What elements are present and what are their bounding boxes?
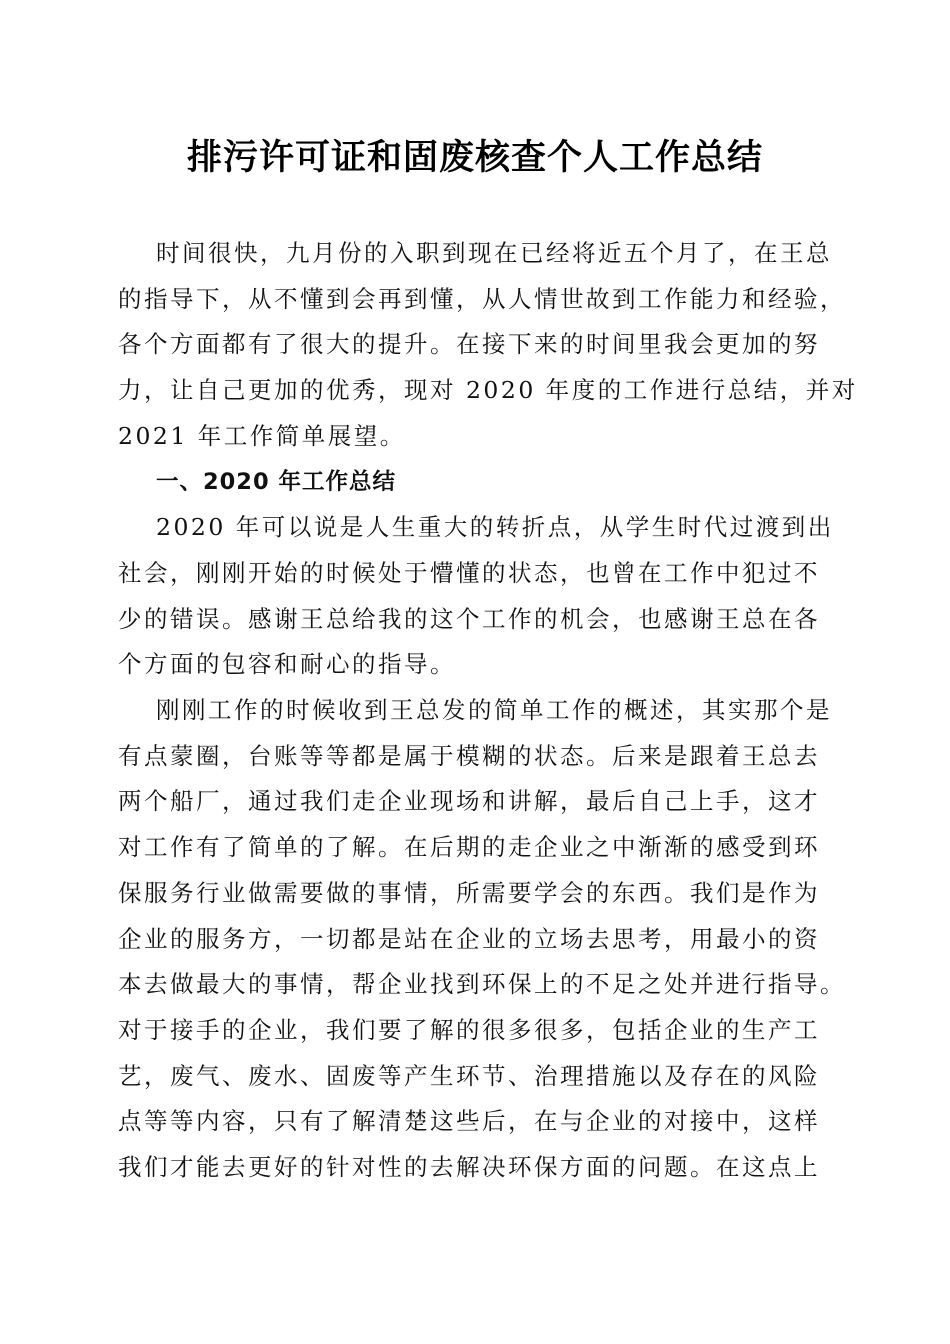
text-line: 对工作有了简单的了解。在后期的走企业之中渐渐的感受到环 [118, 833, 820, 862]
text-line: 2021 年工作简单展望。 [118, 421, 406, 450]
text-line: 两个船厂，通过我们走企业现场和讲解，最后自己上手，这才 [118, 787, 820, 816]
text-line: 各个方面都有了很大的提升。在接下来的时间里我会更加的努 [118, 330, 820, 359]
text-line: 刚刚工作的时候收到王总发的简单工作的概述，其实那个是 [156, 696, 832, 725]
document-body [118, 231, 858, 1191]
text-line: 点等等内容，只有了解清楚这些后，在与企业的对接中，这样 [118, 1107, 820, 1136]
text-line: 2020 年可以说是人生重大的转折点，从学生时代过渡到出 [156, 513, 834, 542]
section-heading: 一、2020 年工作总结 [156, 468, 396, 495]
text-line: 的指导下，从不懂到会再到懂，从人情世故到工作能力和经验， [118, 284, 846, 313]
paragraph-2020 [118, 505, 834, 688]
text-line: 力，让自己更加的优秀，现对 2020 年度的工作进行总结，并对 [118, 376, 858, 405]
paragraph-intro [118, 231, 858, 460]
text-line: 少的错误。感谢王总给我的这个工作的机会，也感谢王总在各 [118, 604, 820, 633]
text-line: 有点蒙圈，台账等等都是属于模糊的状态。后来是跟着王总去 [118, 741, 820, 770]
text-line: 时间很快，九月份的入职到现在已经将近五个月了，在王总 [156, 239, 832, 267]
text-line: 社会，刚刚开始的时候处于懵懂的状态，也曾在工作中犯过不 [118, 558, 820, 587]
text-line: 我们才能去更好的针对性的去解决环保方面的问题。在这点上 [118, 1153, 820, 1182]
text-line: 保服务行业做需要做的事情，所需要学会的东西。我们是作为 [118, 878, 820, 907]
text-line: 艺，废气、废水、固废等产生环节、治理措施以及存在的风险 [118, 1061, 820, 1090]
text-line: 本去做最大的事情，帮企业找到环保上的不足之处并进行指导。 [118, 970, 846, 999]
paragraph-work [118, 688, 846, 1191]
text-line: 对于接手的企业，我们要了解的很多很多，包括企业的生产工 [118, 1015, 820, 1044]
text-line: 个方面的包容和耐心的指导。 [118, 650, 456, 679]
document-title: 排污许可证和固废核查个人工作总结 [186, 137, 763, 178]
text-line: 企业的服务方，一切都是站在企业的立场去思考，用最小的资 [118, 924, 820, 953]
